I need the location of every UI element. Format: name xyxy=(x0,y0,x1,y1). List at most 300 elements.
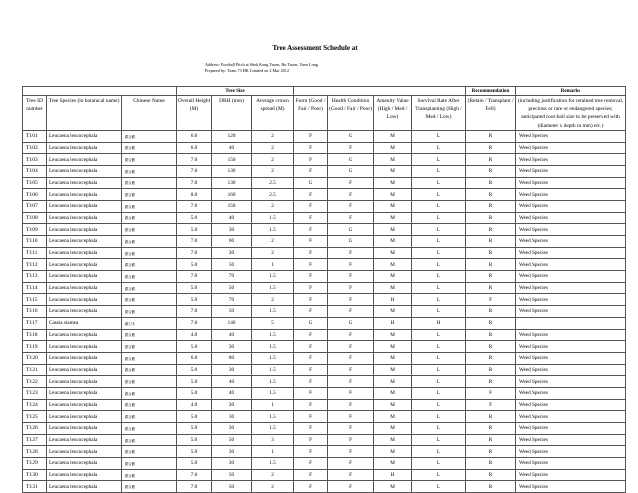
cell-chinese-name: 銀合歡 xyxy=(122,212,177,224)
cell-crown-spread: 1.5 xyxy=(252,458,294,470)
cell-health: F xyxy=(328,423,374,435)
cell-chinese-name: 銀合歡 xyxy=(122,411,177,423)
cell-form: F xyxy=(294,387,328,399)
cell-survival: L xyxy=(412,364,466,376)
cell-health: F xyxy=(328,142,374,154)
cell-health: G xyxy=(328,154,374,166)
cell-dbh: 40 xyxy=(212,212,252,224)
cell-species: Leucaena leucocephala xyxy=(47,247,122,259)
cell-height: 7.0 xyxy=(177,481,212,493)
cell-crown-spread: 2 xyxy=(252,294,294,306)
cell-chinese-name: 銀合歡 xyxy=(122,165,177,177)
cell-chinese-name: 銀合歡 xyxy=(122,423,177,435)
table-row xyxy=(23,329,626,341)
cell-height: 5.0 xyxy=(177,212,212,224)
cell-species: Leucaena leucocephala xyxy=(47,271,122,283)
cell-survival: L xyxy=(412,341,466,353)
address-line: Address: Football Pitch at Shek Kong Tsuen, Hu Tsuen, Yuen Long xyxy=(205,62,318,67)
table-row xyxy=(23,446,626,458)
cell-survival: L xyxy=(412,469,466,481)
cell-amenity: M xyxy=(374,399,412,411)
cell-survival: L xyxy=(412,434,466,446)
cell-tree-id: T106 xyxy=(23,189,47,201)
group-header-tree-size: Tree Size xyxy=(177,87,294,96)
table-row xyxy=(23,294,626,306)
cell-crown-spread: 1.5 xyxy=(252,411,294,423)
cell-chinese-name: 銀合歡 xyxy=(122,329,177,341)
cell-chinese-name: 銀合歡 xyxy=(122,306,177,318)
cell-crown-spread: 2 xyxy=(252,165,294,177)
cell-remarks: Weed Species xyxy=(516,282,626,294)
cell-health: F xyxy=(328,341,374,353)
cell-tree-id: T102 xyxy=(23,142,47,154)
cell-survival: L xyxy=(412,294,466,306)
cell-chinese-name: 銀合歡 xyxy=(122,247,177,259)
cell-height: 5.0 xyxy=(177,387,212,399)
col-header-dbh: DBH (mm) xyxy=(212,96,252,131)
cell-height: 5.0 xyxy=(177,446,212,458)
cell-tree-id: T103 xyxy=(23,154,47,166)
cell-species: Leucaena leucocephala xyxy=(47,259,122,271)
col-header-chinese-name: Chinese Name xyxy=(122,96,177,131)
cell-amenity: H xyxy=(374,317,412,329)
cell-health: F xyxy=(328,177,374,189)
prepared-by-line: Prepared by: Team 73 HK Limited on 2 Mar 2012 xyxy=(205,68,289,74)
cell-form: F xyxy=(294,376,328,388)
cell-chinese-name: 銀合歡 xyxy=(122,341,177,353)
cell-height: 5.0 xyxy=(177,341,212,353)
cell-remarks: Weed Species xyxy=(516,294,626,306)
table-row xyxy=(23,364,626,376)
cell-remarks xyxy=(516,317,626,329)
cell-recommendation: R xyxy=(466,317,516,329)
cell-recommendation: R xyxy=(466,446,516,458)
cell-dbh: 140 xyxy=(212,317,252,329)
cell-remarks: Weed Species xyxy=(516,247,626,259)
cell-health: F xyxy=(328,259,374,271)
cell-form: G xyxy=(294,177,328,189)
table-row xyxy=(23,387,626,399)
cell-height: 7.0 xyxy=(177,200,212,212)
cell-form: F xyxy=(294,154,328,166)
cell-amenity: M xyxy=(374,306,412,318)
cell-dbh: 130 xyxy=(212,177,252,189)
cell-tree-id: T129 xyxy=(23,458,47,470)
table-row xyxy=(23,423,626,435)
cell-tree-id: T114 xyxy=(23,282,47,294)
cell-crown-spread: 1.5 xyxy=(252,282,294,294)
table-row xyxy=(23,154,626,166)
cell-species: Leucaena leucocephala xyxy=(47,294,122,306)
cell-height: 8.0 xyxy=(177,189,212,201)
cell-chinese-name: 銀合歡 xyxy=(122,177,177,189)
cell-species: Leucaena leucocephala xyxy=(47,224,122,236)
cell-chinese-name: 銀合歡 xyxy=(122,399,177,411)
cell-tree-id: T125 xyxy=(23,411,47,423)
cell-survival: L xyxy=(412,177,466,189)
cell-height: 7.0 xyxy=(177,271,212,283)
table-row xyxy=(23,341,626,353)
cell-health: F xyxy=(328,247,374,259)
cell-form: F xyxy=(294,329,328,341)
cell-health: F xyxy=(328,200,374,212)
cell-dbh: 30 xyxy=(212,458,252,470)
cell-health: F xyxy=(328,282,374,294)
table-row xyxy=(23,481,626,493)
cell-crown-spread: 1.5 xyxy=(252,423,294,435)
cell-crown-spread: 1.5 xyxy=(252,306,294,318)
cell-recommendation: R xyxy=(466,352,516,364)
cell-chinese-name: 銀合歡 xyxy=(122,446,177,458)
cell-amenity: M xyxy=(374,236,412,248)
cell-remarks: Weed Species xyxy=(516,165,626,177)
col-header-species: Tree Species (in botanical name) xyxy=(47,96,122,131)
cell-recommendation: R xyxy=(466,329,516,341)
cell-height: 7.0 xyxy=(177,247,212,259)
document-title: Tree Assessment Schedule at xyxy=(272,44,358,52)
table-row xyxy=(23,282,626,294)
table-row xyxy=(23,247,626,259)
cell-health: F xyxy=(328,352,374,364)
cell-recommendation: R xyxy=(466,177,516,189)
cell-crown-spread: 2 xyxy=(252,481,294,493)
cell-chinese-name: 銀合歡 xyxy=(122,458,177,470)
cell-recommendation: R xyxy=(466,212,516,224)
cell-form: F xyxy=(294,142,328,154)
cell-chinese-name: 銀合歡 xyxy=(122,376,177,388)
cell-tree-id: T107 xyxy=(23,200,47,212)
cell-tree-id: T128 xyxy=(23,446,47,458)
cell-survival: L xyxy=(412,212,466,224)
cell-tree-id: T105 xyxy=(23,177,47,189)
table-row xyxy=(23,317,626,329)
cell-recommendation: F xyxy=(466,387,516,399)
cell-height: 4.0 xyxy=(177,329,212,341)
cell-form: F xyxy=(294,271,328,283)
cell-tree-id: T113 xyxy=(23,271,47,283)
cell-dbh: 30 xyxy=(212,247,252,259)
cell-height: 6.0 xyxy=(177,142,212,154)
cell-amenity: M xyxy=(374,247,412,259)
cell-health: F xyxy=(328,212,374,224)
cell-health: F xyxy=(328,481,374,493)
cell-survival: L xyxy=(412,376,466,388)
cell-species: Leucaena leucocephala xyxy=(47,189,122,201)
cell-remarks: Weed Species xyxy=(516,212,626,224)
cell-recommendation: R xyxy=(466,469,516,481)
cell-remarks: Weed Species xyxy=(516,306,626,318)
cell-height: 6.0 xyxy=(177,352,212,364)
cell-health: F xyxy=(328,458,374,470)
cell-form: F xyxy=(294,212,328,224)
cell-crown-spread: 2 xyxy=(252,130,294,142)
cell-amenity: M xyxy=(374,387,412,399)
cell-species: Cassia siamea xyxy=(47,317,122,329)
cell-remarks: Weed Species xyxy=(516,446,626,458)
tree-assessment-table xyxy=(22,86,626,493)
cell-species: Leucaena leucocephala xyxy=(47,282,122,294)
cell-form: F xyxy=(294,423,328,435)
table-row xyxy=(23,458,626,470)
cell-chinese-name: 銀合歡 xyxy=(122,294,177,306)
cell-dbh: 50 xyxy=(212,469,252,481)
cell-survival: H xyxy=(412,317,466,329)
cell-chinese-name: 銀合歡 xyxy=(122,224,177,236)
cell-remarks: Weed Species xyxy=(516,434,626,446)
cell-height: 7.0 xyxy=(177,165,212,177)
cell-recommendation: R xyxy=(466,236,516,248)
cell-remarks: Weed Species xyxy=(516,189,626,201)
cell-chinese-name: 鐵刀木 xyxy=(122,317,177,329)
cell-remarks: Weed Species xyxy=(516,481,626,493)
cell-recommendation: R xyxy=(466,341,516,353)
cell-species: Leucaena leucocephala xyxy=(47,352,122,364)
cell-amenity: M xyxy=(374,411,412,423)
cell-remarks: Weed Species xyxy=(516,200,626,212)
cell-species: Leucaena leucocephala xyxy=(47,458,122,470)
cell-survival: L xyxy=(412,423,466,435)
cell-species: Leucaena leucocephala xyxy=(47,446,122,458)
cell-amenity: M xyxy=(374,259,412,271)
cell-species: Leucaena leucocephala xyxy=(47,306,122,318)
cell-recommendation: R xyxy=(466,434,516,446)
cell-health: G xyxy=(328,130,374,142)
cell-tree-id: T101 xyxy=(23,130,47,142)
cell-survival: L xyxy=(412,352,466,364)
cell-recommendation: R xyxy=(466,142,516,154)
cell-crown-spread: 1.5 xyxy=(252,271,294,283)
cell-survival: L xyxy=(412,411,466,423)
cell-crown-spread: 2 xyxy=(252,200,294,212)
cell-crown-spread: 1.5 xyxy=(252,364,294,376)
cell-species: Leucaena leucocephala xyxy=(47,364,122,376)
cell-crown-spread: 1 xyxy=(252,399,294,411)
cell-chinese-name: 銀合歡 xyxy=(122,130,177,142)
cell-tree-id: T108 xyxy=(23,212,47,224)
cell-amenity: M xyxy=(374,212,412,224)
cell-remarks: Weed Species xyxy=(516,423,626,435)
cell-height: 5.0 xyxy=(177,259,212,271)
cell-tree-id: T126 xyxy=(23,423,47,435)
cell-species: Leucaena leucocephala xyxy=(47,329,122,341)
table-row xyxy=(23,469,626,481)
cell-remarks: Weed Species xyxy=(516,341,626,353)
cell-dbh: 30 xyxy=(212,411,252,423)
cell-dbh: 150 xyxy=(212,154,252,166)
cell-recommendation: R xyxy=(466,481,516,493)
cell-amenity: M xyxy=(374,481,412,493)
table-row xyxy=(23,200,626,212)
cell-form: F xyxy=(294,446,328,458)
cell-survival: L xyxy=(412,165,466,177)
cell-form: F xyxy=(294,247,328,259)
cell-chinese-name: 銀合歡 xyxy=(122,154,177,166)
cell-health: F xyxy=(328,411,374,423)
table-row xyxy=(23,352,626,364)
cell-amenity: M xyxy=(374,189,412,201)
cell-recommendation: R xyxy=(466,423,516,435)
cell-dbh: 50 xyxy=(212,434,252,446)
cell-form: F xyxy=(294,481,328,493)
col-header-remarks: (including justification for retained tree removal, precious or rare or endangered species; anticipated root-ball size to be preserved with (diameter x depth in mm) etc.) xyxy=(516,96,626,131)
cell-species: Leucaena leucocephala xyxy=(47,142,122,154)
cell-chinese-name: 銀合歡 xyxy=(122,434,177,446)
cell-amenity: M xyxy=(374,364,412,376)
col-header-height: Overall Height (M) xyxy=(177,96,212,131)
cell-crown-spread: 1.5 xyxy=(252,224,294,236)
cell-species: Leucaena leucocephala xyxy=(47,154,122,166)
cell-dbh: 30 xyxy=(212,364,252,376)
cell-form: F xyxy=(294,130,328,142)
cell-remarks: Weed Species xyxy=(516,130,626,142)
cell-height: 5.0 xyxy=(177,364,212,376)
cell-recommendation: R xyxy=(466,247,516,259)
table-row xyxy=(23,165,626,177)
cell-health: F xyxy=(328,364,374,376)
table-row xyxy=(23,142,626,154)
cell-dbh: 50 xyxy=(212,282,252,294)
cell-form: F xyxy=(294,434,328,446)
group-header-blank xyxy=(23,87,177,96)
cell-health: F xyxy=(328,399,374,411)
cell-recommendation: R xyxy=(466,364,516,376)
cell-tree-id: T120 xyxy=(23,352,47,364)
cell-remarks: Weed Species xyxy=(516,469,626,481)
cell-tree-id: T121 xyxy=(23,364,47,376)
col-header-form: Form (Good / Fair / Poor) xyxy=(294,96,328,131)
cell-chinese-name: 銀合歡 xyxy=(122,481,177,493)
cell-survival: L xyxy=(412,189,466,201)
cell-form: F xyxy=(294,306,328,318)
cell-remarks: Weed Species xyxy=(516,224,626,236)
cell-recommendation: R xyxy=(466,200,516,212)
cell-tree-id: T111 xyxy=(23,247,47,259)
cell-dbh: 30 xyxy=(212,446,252,458)
cell-amenity: M xyxy=(374,142,412,154)
cell-recommendation: F xyxy=(466,399,516,411)
cell-amenity: M xyxy=(374,446,412,458)
cell-tree-id: T123 xyxy=(23,387,47,399)
cell-health: G xyxy=(328,236,374,248)
cell-survival: L xyxy=(412,446,466,458)
cell-survival: L xyxy=(412,259,466,271)
cell-height: 7.0 xyxy=(177,469,212,481)
cell-survival: L xyxy=(412,224,466,236)
cell-form: F xyxy=(294,364,328,376)
cell-health: F xyxy=(328,189,374,201)
cell-recommendation: R xyxy=(466,165,516,177)
cell-health: F xyxy=(328,294,374,306)
table-row xyxy=(23,177,626,189)
cell-recommendation: R xyxy=(466,130,516,142)
cell-tree-id: T131 xyxy=(23,481,47,493)
cell-species: Leucaena leucocephala xyxy=(47,177,122,189)
cell-height: 5.0 xyxy=(177,434,212,446)
cell-recommendation: R xyxy=(466,271,516,283)
cell-recommendation: R xyxy=(466,411,516,423)
cell-species: Leucaena leucocephala xyxy=(47,376,122,388)
cell-dbh: 80 xyxy=(212,352,252,364)
cell-dbh: 40 xyxy=(212,142,252,154)
cell-health: F xyxy=(328,446,374,458)
cell-tree-id: T130 xyxy=(23,469,47,481)
cell-form: F xyxy=(294,411,328,423)
cell-species: Leucaena leucocephala xyxy=(47,481,122,493)
cell-form: F xyxy=(294,259,328,271)
cell-survival: L xyxy=(412,481,466,493)
table-row xyxy=(23,189,626,201)
cell-form: F xyxy=(294,189,328,201)
cell-recommendation: R xyxy=(466,154,516,166)
cell-dbh: 160 xyxy=(212,189,252,201)
cell-tree-id: T116 xyxy=(23,306,47,318)
cell-dbh: 40 xyxy=(212,329,252,341)
cell-recommendation: R xyxy=(466,224,516,236)
cell-dbh: 70 xyxy=(212,294,252,306)
cell-recommendation: R xyxy=(466,458,516,470)
cell-survival: L xyxy=(412,387,466,399)
cell-dbh: 30 xyxy=(212,399,252,411)
cell-dbh: 130 xyxy=(212,165,252,177)
cell-survival: L xyxy=(412,282,466,294)
cell-species: Leucaena leucocephala xyxy=(47,130,122,142)
cell-survival: L xyxy=(412,200,466,212)
cell-amenity: M xyxy=(374,130,412,142)
group-header-recommendation: Recommendation xyxy=(466,87,516,96)
cell-species: Leucaena leucocephala xyxy=(47,341,122,353)
table-row xyxy=(23,306,626,318)
cell-height: 5.0 xyxy=(177,458,212,470)
cell-chinese-name: 銀合歡 xyxy=(122,469,177,481)
group-header-row xyxy=(23,87,626,96)
cell-height: 7.0 xyxy=(177,306,212,318)
cell-remarks: Weed Species xyxy=(516,387,626,399)
cell-survival: L xyxy=(412,329,466,341)
cell-amenity: M xyxy=(374,200,412,212)
cell-remarks: Weed Species xyxy=(516,271,626,283)
col-header-tree-id: Tree ID number xyxy=(23,96,47,131)
cell-form: F xyxy=(294,469,328,481)
cell-crown-spread: 1 xyxy=(252,446,294,458)
cell-dbh: 120 xyxy=(212,130,252,142)
cell-recommendation: R xyxy=(466,259,516,271)
cell-crown-spread: 5 xyxy=(252,317,294,329)
group-header-blank-2 xyxy=(294,87,466,96)
table-row xyxy=(23,271,626,283)
cell-amenity: M xyxy=(374,376,412,388)
col-header-health: Health Condition (Good / Fair / Poor) xyxy=(328,96,374,131)
table-row xyxy=(23,399,626,411)
cell-form: F xyxy=(294,282,328,294)
cell-chinese-name: 銀合歡 xyxy=(122,200,177,212)
table-row xyxy=(23,411,626,423)
cell-remarks: Weed Species xyxy=(516,458,626,470)
cell-chinese-name: 銀合歡 xyxy=(122,364,177,376)
cell-health: G xyxy=(328,317,374,329)
table-row xyxy=(23,130,626,142)
cell-remarks: Weed Species xyxy=(516,236,626,248)
cell-crown-spread: 1.5 xyxy=(252,341,294,353)
cell-survival: L xyxy=(412,271,466,283)
cell-height: 4.0 xyxy=(177,399,212,411)
cell-health: F xyxy=(328,434,374,446)
cell-crown-spread: 3 xyxy=(252,434,294,446)
cell-height: 7.0 xyxy=(177,154,212,166)
cell-form: F xyxy=(294,165,328,177)
cell-species: Leucaena leucocephala xyxy=(47,200,122,212)
cell-tree-id: T124 xyxy=(23,399,47,411)
cell-dbh: 40 xyxy=(212,387,252,399)
